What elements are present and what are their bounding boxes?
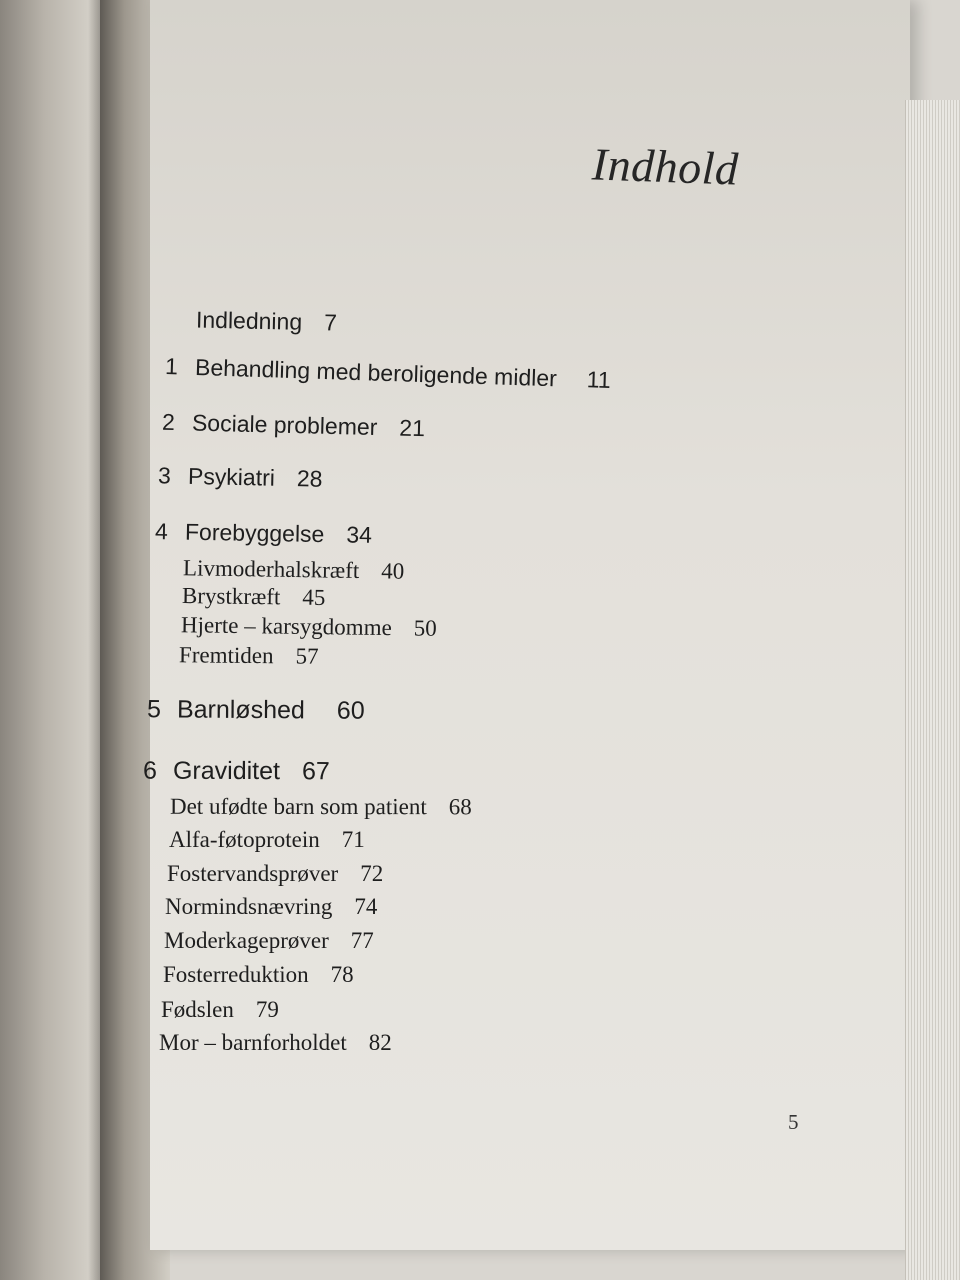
toc-entry-page: 50	[413, 615, 437, 641]
toc-section	[165, 894, 377, 920]
page-number: 5	[788, 1110, 799, 1134]
toc-entry-page: 79	[255, 997, 279, 1022]
toc-entry-label: Brystkræft	[181, 583, 281, 610]
toc-entry-page: 78	[330, 962, 354, 987]
toc-section	[181, 612, 437, 642]
toc-entry-page: 82	[368, 1030, 392, 1055]
chapter-number: 2	[161, 408, 176, 436]
toc-entry-label: Moderkageprøver	[164, 928, 329, 953]
toc-entry-page: 68	[448, 794, 472, 820]
toc-entry-intro	[196, 307, 337, 337]
toc-entry-label: Alfa-føtoprotein	[169, 827, 320, 852]
toc-entry-label: Det ufødte barn som patient	[169, 793, 427, 820]
toc-entry-page: 71	[341, 827, 365, 852]
toc-entry-label: Fostervandsprøver	[167, 861, 339, 886]
toc-section	[163, 962, 354, 988]
toc-entry-label: Fosterreduktion	[163, 962, 309, 987]
toc-entry-page: 77	[350, 928, 374, 953]
toc-entry-label: Hjerte – karsygdomme	[180, 612, 392, 641]
toc-entry-page: 34	[346, 521, 373, 548]
toc-section	[167, 861, 383, 887]
toc-section	[183, 555, 405, 584]
toc-entry-label: Livmoderhalskræft	[182, 555, 360, 584]
toc-chapter-4	[155, 518, 372, 549]
toc-entry-label: Normindsnævring	[165, 894, 333, 919]
toc-entry-label: Graviditet	[172, 756, 281, 786]
toc-entry-label: Fødslen	[161, 997, 234, 1022]
toc-chapter-3	[158, 462, 323, 492]
toc-entry-label: Barnløshed	[176, 695, 305, 725]
toc-entry-label: Sociale problemer	[191, 409, 378, 441]
page-edges	[905, 100, 960, 1280]
left-page-edge	[0, 0, 110, 1280]
page-title: Indhold	[591, 138, 740, 195]
toc-entry-label: Behandling med beroligende midler	[194, 353, 558, 392]
chapter-number: 6	[142, 756, 157, 785]
toc-entry-label: Psykiatri	[187, 462, 276, 491]
toc-section	[170, 794, 472, 821]
toc-entry-label: Mor – barnforholdet	[159, 1030, 347, 1055]
toc-section	[182, 583, 326, 611]
toc-section	[161, 997, 279, 1023]
chapter-number: 3	[157, 462, 172, 489]
chapter-number: 5	[146, 695, 162, 724]
toc-entry-page: 67	[301, 757, 330, 786]
toc-chapter-6	[143, 757, 330, 787]
chapter-number: 1	[164, 353, 179, 380]
toc-entry-page: 21	[399, 414, 426, 442]
toc-entry-page: 28	[296, 465, 323, 492]
toc-entry-page: 11	[586, 366, 612, 393]
toc-entry-page: 72	[360, 861, 384, 886]
toc-section	[179, 642, 319, 669]
toc-entry-page: 45	[302, 584, 326, 610]
toc-entry-label: Forebyggelse	[184, 518, 325, 548]
toc-entry-page: 40	[381, 558, 405, 584]
toc-entry-page: 74	[354, 894, 378, 919]
toc-entry-page: 57	[295, 643, 319, 669]
toc-section	[164, 928, 374, 954]
chapter-number: 4	[154, 518, 169, 545]
toc-entry-label: Fremtiden	[178, 642, 274, 669]
toc-section	[159, 1030, 392, 1056]
toc-entry-page: 60	[336, 696, 365, 725]
toc-section	[169, 827, 365, 853]
toc-entry-label: Indledning	[195, 306, 303, 335]
toc-chapter-5	[147, 695, 365, 726]
toc-entry-page: 7	[323, 309, 338, 336]
